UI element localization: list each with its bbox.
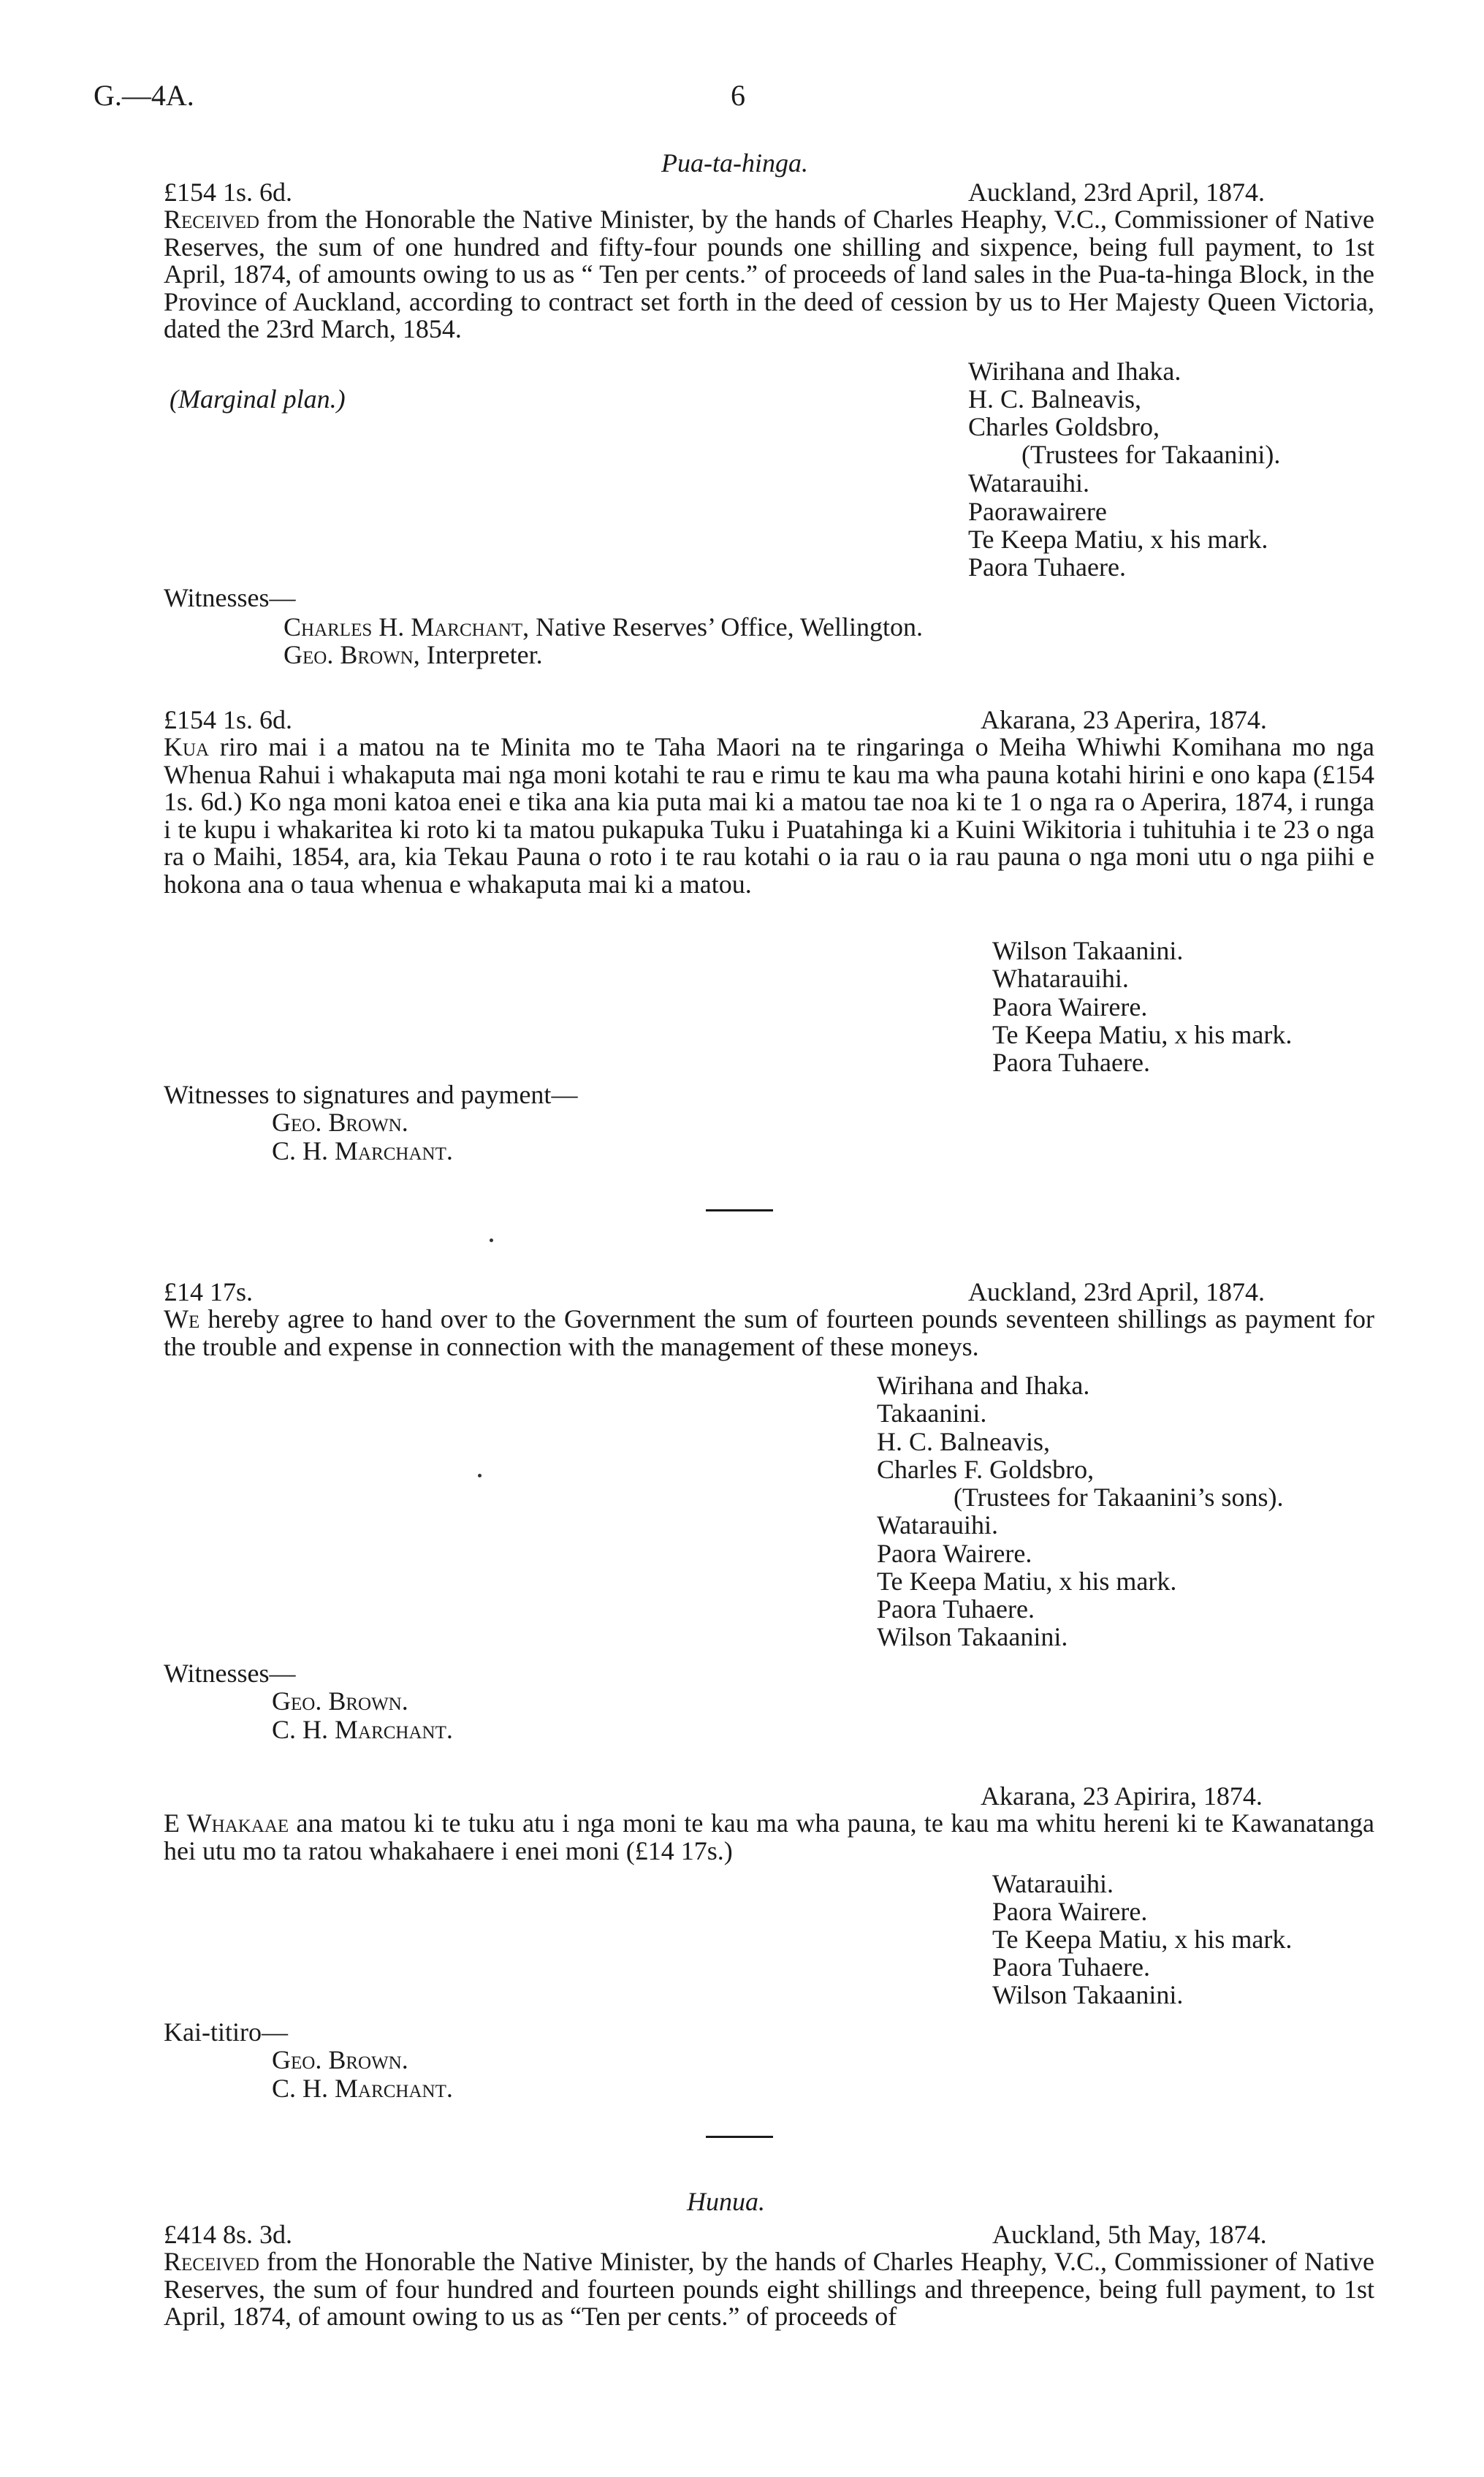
- witness: Geo. Brown.: [272, 1686, 408, 1716]
- signatory: Paora Tuhaere.: [992, 1952, 1150, 1982]
- agreement-body: [164, 1306, 1374, 1361]
- witness: [284, 642, 543, 668]
- witness: C. H. Marchant.: [272, 2074, 453, 2103]
- witnesses-label: Witnesses to signatures and payment—: [164, 1080, 578, 1109]
- signatory: (Trustees for Takaanini’s sons).: [954, 1483, 1284, 1512]
- page-number: 6: [731, 79, 745, 112]
- section-heading: Hunua.: [687, 2187, 765, 2216]
- witness-name: Geo. Brown,: [284, 640, 420, 669]
- witness-role: Interpreter.: [419, 640, 543, 669]
- signatory: Wilson Takaanini.: [992, 936, 1184, 965]
- witness: Geo. Brown.: [272, 2045, 408, 2074]
- signatory: Te Keepa Matiu, x his mark.: [992, 1925, 1293, 1954]
- signatory: Wilson Takaanini.: [877, 1622, 1068, 1651]
- receipt-body: [164, 734, 1374, 927]
- receipt-amount: £414 8s. 3d.: [164, 2220, 293, 2249]
- place-date: Auckland, 5th May, 1874.: [992, 2220, 1267, 2249]
- receipt-amount: £154 1s. 6d.: [164, 705, 293, 734]
- section-heading: Pua-ta-hinga.: [661, 148, 808, 178]
- signatory: H. C. Balneavis,: [877, 1427, 1050, 1456]
- signatory: Paora Tuhaere.: [877, 1594, 1035, 1624]
- receipt-body: [164, 206, 1374, 345]
- signatory: Paorawairere: [968, 497, 1107, 526]
- witnesses-label: Witnesses—: [164, 1659, 296, 1688]
- signatory: Te Keepa Matiu, x his mark.: [968, 525, 1268, 554]
- signatory: Paora Wairere.: [992, 992, 1148, 1021]
- receipt-amount: £154 1s. 6d.: [164, 178, 293, 207]
- witness: C. H. Marchant.: [272, 1715, 453, 1744]
- signatory: Watarauihi.: [877, 1510, 999, 1540]
- lead-word: Kua: [164, 732, 210, 761]
- lead-word: Received: [164, 2247, 259, 2276]
- signatory: Wirihana and Ihaka.: [877, 1371, 1090, 1400]
- signatory: Te Keepa Matiu, x his mark.: [877, 1567, 1177, 1596]
- witness-name: Charles H. Marchant,: [284, 612, 530, 642]
- lead-word: Received: [164, 205, 259, 234]
- lead-word: E Whakaae: [164, 1808, 289, 1838]
- print-speck: [490, 1238, 493, 1242]
- signatory: Paora Wairere.: [877, 1539, 1032, 1568]
- print-speck: [478, 1474, 482, 1477]
- witnesses-label: Witnesses—: [164, 583, 296, 612]
- body-text: from the Honorable the Native Minister, by the hands of Charles Heaphy, V.C., Commissioner of Native Reserves, the sum of one hundred and fifty-four pounds one shilling and sixpence, being full payment, to 1st April, 1874, of amounts owing to us as “ Ten per cents.” of proceeds of land sales in the Pua-ta-hinga Block, in the Province of Auckland, according to contract set forth in the deed of cession by us to Her Majesty Queen Victoria, dated the 23rd March, 1854.: [164, 205, 1375, 343]
- signatory: H. C. Balneavis,: [968, 384, 1141, 414]
- marginal-plan-note: (Marginal plan.): [170, 384, 346, 414]
- witness-role: Native Reserves’ Office, Wellington.: [529, 612, 924, 642]
- witnesses-label: Kai-titiro—: [164, 2017, 288, 2047]
- signatory: Wilson Takaanini.: [992, 1980, 1184, 2009]
- section-divider: [706, 2136, 773, 2138]
- body-text: hereby agree to hand over to the Government the sum of fourteen pounds seventeen shillings as payment for the trouble and expense in connection with the management of these moneys.: [164, 1304, 1374, 1361]
- place-date: Auckland, 23rd April, 1874.: [968, 178, 1265, 207]
- receipt-amount: £14 17s.: [164, 1277, 254, 1306]
- body-text: from the Honorable the Native Minister, by the hands of Charles Heaphy, V.C., Commissioner of Native Reserves, the sum of four hundred and fourteen pounds eight shillings and threepence, being full payment, to 1st April, 1874, of amount owing to us as “Ten per cents.” of proceeds of: [164, 2247, 1375, 2331]
- signatory: Charles Goldsbro,: [968, 412, 1160, 441]
- signatory: Paora Wairere.: [992, 1897, 1148, 1926]
- section-divider: [706, 1209, 773, 1211]
- place-date: Akarana, 23 Apirira, 1874.: [981, 1781, 1263, 1811]
- signatory: Paora Tuhaere.: [968, 552, 1126, 582]
- lead-word: We: [164, 1304, 200, 1333]
- place-date: Auckland, 23rd April, 1874.: [968, 1277, 1265, 1306]
- place-date: Akarana, 23 Aperira, 1874.: [981, 705, 1267, 734]
- witness: Geo. Brown.: [272, 1108, 408, 1137]
- signatory: Takaanini.: [877, 1399, 987, 1428]
- receipt-body: [164, 2248, 1374, 2332]
- signatory: Paora Tuhaere.: [992, 1048, 1150, 1077]
- signatory: Wirihana and Ihaka.: [968, 357, 1182, 386]
- signatory: Watarauihi.: [968, 468, 1090, 498]
- agreement-body: [164, 1810, 1374, 1865]
- body-text: riro mai i a matou na te Minita mo te Taha Maori na te ringaringa o Meiha Whiwhi Komihana mo nga Whenua Rahui i whakaputa mai nga moni kotahi te rau e rimu te kau ma wha pauna kotahi hirini e ono kapa (£154 1s. 6d.) Ko nga moni katoa enei e tika ana kia puta mai ki a matou tae noa ki te 1 o nga ra o Aperira, 1874, i runga i te kupu i whakaritea ki roto ki ta matou pukapuka Tuku i Puatahinga ki a Kuini Wikitoria i tuhituhia i te 23 o nga ra o Maihi, 1854, ara, kia Tekau Pauna o roto i te rau kotahi o ia rau o ia rau pauna o nga moni utu o nga piihi e hokona ana o taua whenua e whakaputa mai ki a matou.: [164, 732, 1374, 899]
- signatory: Watarauihi.: [992, 1869, 1114, 1898]
- witness: [284, 614, 923, 640]
- signatory: Te Keepa Matiu, x his mark.: [992, 1020, 1293, 1049]
- witness: C. H. Marchant.: [272, 1136, 453, 1165]
- body-text: ana matou ki te tuku atu i nga moni te kau ma wha pauna, te kau ma whitu hereni ki te Kawanatanga hei utu mo ta ratou whakahaere i enei moni (£14 17s.): [164, 1808, 1375, 1865]
- signatory: Charles F. Goldsbro,: [877, 1455, 1095, 1484]
- signatory: (Trustees for Takaanini).: [1021, 440, 1281, 469]
- document-reference: G.—4A.: [94, 79, 194, 112]
- signatory: Whatarauihi.: [992, 964, 1129, 993]
